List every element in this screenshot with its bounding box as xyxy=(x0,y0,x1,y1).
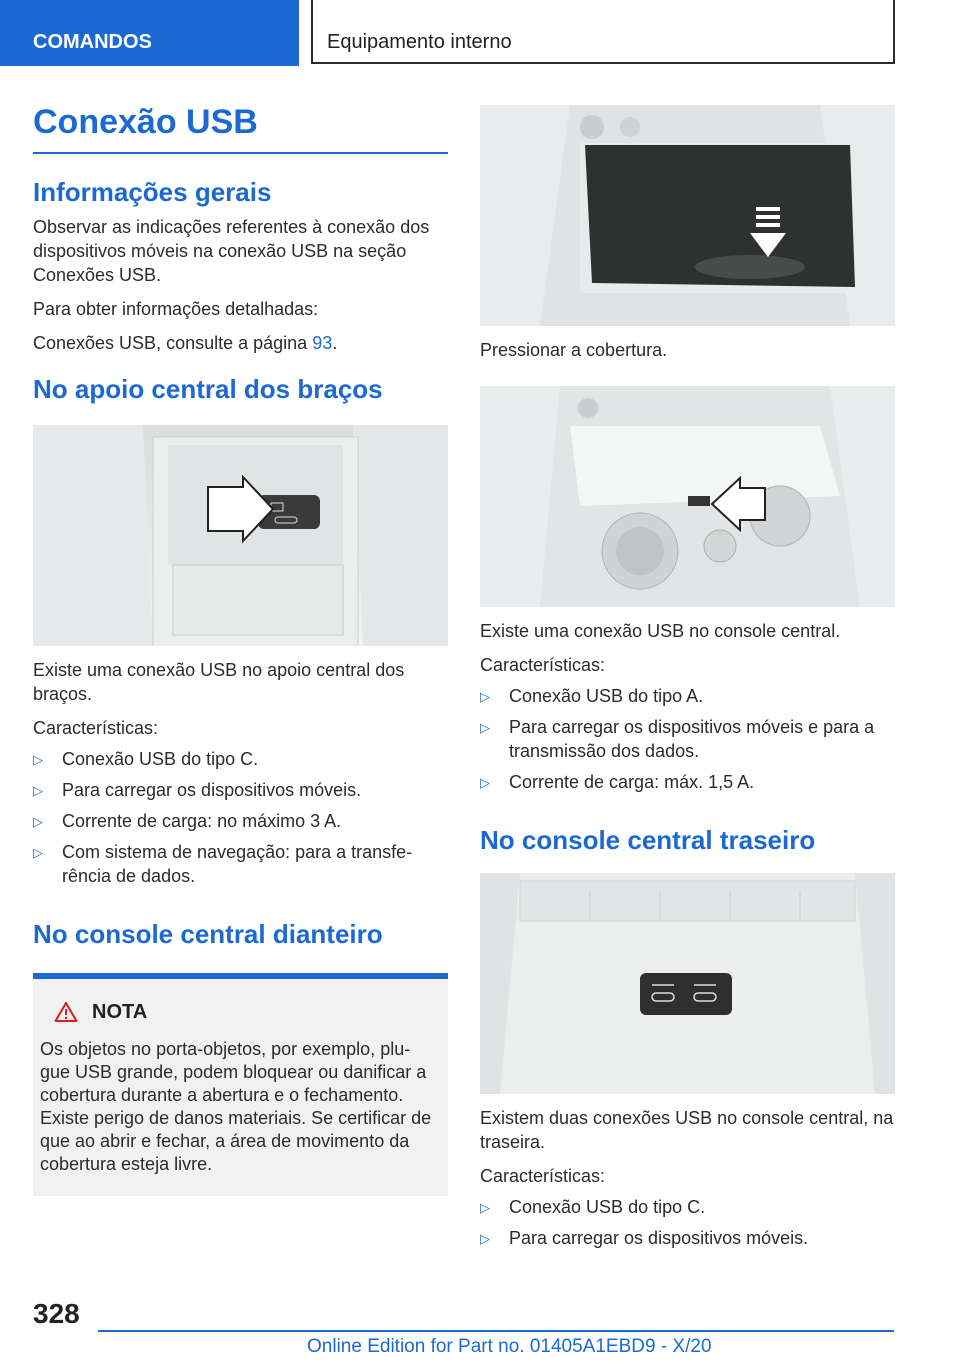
chapter-label: Equipamento interno xyxy=(327,31,512,53)
rear-console-paragraph: Existem duas conexões USB no console central, na traseira. xyxy=(480,1107,894,1152)
rear-console-heading: No console central traseiro xyxy=(480,825,816,855)
general-detail-label: Para obter informações detalhadas: xyxy=(33,298,319,319)
list-item-text: Conexão USB do tipo A. xyxy=(509,686,704,706)
front-features-label: Características: xyxy=(480,655,606,675)
bullet-triangle-icon: ▷ xyxy=(480,1199,490,1215)
armrest-paragraph: Existe uma conexão USB no apoio central dos braços. xyxy=(33,660,405,705)
list-item xyxy=(480,1195,895,1219)
note-box xyxy=(33,973,448,1196)
bullet-triangle-icon: ▷ xyxy=(33,783,43,799)
list-item-text: Para carregar os dispositivos móveis. xyxy=(62,780,362,801)
list-item-text: Para carregar os dispositivos móveis e para a transmissão dos dados. xyxy=(509,717,875,761)
list-item xyxy=(480,1226,895,1250)
list-item-text: Corrente de carga: máx. 1,5 A. xyxy=(509,772,755,792)
armrest-usb-photo xyxy=(33,425,448,646)
list-item-text: Conexão USB do tipo C. xyxy=(62,749,259,770)
reference-text: Conexões USB, consulte a página xyxy=(33,332,313,353)
note-text: Os objetos no porta-objetos, por exemplo, plu‐gue USB grande, podem bloquear ou danificar a cobertura durante a abertura e o fechamento. Existe perigo de danos materiais. Se certificar de que ao abrir e fechar, a área de movimento da cobertura esteja livre. xyxy=(40,1038,432,1174)
press-caption: Pressionar a cobertura. xyxy=(480,340,668,360)
bullet-triangle-icon: ▷ xyxy=(33,752,43,768)
bullet-triangle-icon: ▷ xyxy=(33,845,43,861)
list-item xyxy=(33,778,448,802)
bullet-triangle-icon: ▷ xyxy=(480,720,490,735)
bullet-triangle-icon: ▷ xyxy=(33,814,43,830)
list-item xyxy=(480,684,895,708)
list-item xyxy=(33,840,448,888)
list-item xyxy=(33,809,448,833)
rear-features-list xyxy=(480,1195,895,1250)
list-item xyxy=(480,770,895,794)
list-item-text: Conexão USB do tipo C. xyxy=(509,1196,706,1217)
footer-divider xyxy=(98,1330,894,1332)
armrest-heading: No apoio central dos braços xyxy=(33,373,383,404)
page-link[interactable]: 93 xyxy=(312,332,333,353)
bullet-triangle-icon: ▷ xyxy=(480,775,490,790)
list-item xyxy=(480,715,895,763)
note-title xyxy=(54,1001,438,1024)
rear-console-usb-photo xyxy=(480,873,895,1094)
rear-features-label: Características: xyxy=(480,1165,606,1186)
front-features-list xyxy=(480,684,895,794)
front-console-paragraph: Existe uma conexão USB no console central. xyxy=(480,621,841,641)
warning-icon xyxy=(54,1001,78,1023)
note-title-text: NOTA xyxy=(92,1000,148,1023)
bullet-triangle-icon: ▷ xyxy=(480,1230,490,1246)
page-number: 328 xyxy=(33,1298,80,1329)
list-item-text: Para carregar os dispositivos móveis. xyxy=(509,1227,809,1248)
front-console-heading: No console central dianteiro xyxy=(33,919,383,950)
page-title: Conexão USB xyxy=(33,100,448,154)
general-reference xyxy=(33,331,448,355)
section-label: COMANDOS xyxy=(33,31,152,53)
section-tab xyxy=(0,0,299,66)
list-item xyxy=(33,747,448,771)
front-console-usb-photo xyxy=(480,386,895,607)
reference-suffix: . xyxy=(332,332,338,353)
edition-footer: Online Edition for Part no. 01405A1EBD9 - X/20 xyxy=(307,1336,712,1357)
armrest-features-list xyxy=(33,747,448,888)
list-item-text: Com sistema de navegação: para a transfe‐rência de dados. xyxy=(62,842,413,887)
armrest-features-label: Características: xyxy=(33,718,159,739)
chapter-header xyxy=(311,0,895,64)
cover-press-photo xyxy=(480,105,895,326)
list-item-text: Corrente de carga: no máximo 3 A. xyxy=(62,811,342,832)
bullet-triangle-icon: ▷ xyxy=(480,689,490,704)
right-column xyxy=(480,105,895,1250)
left-column xyxy=(33,100,448,1196)
general-heading: Informações gerais xyxy=(33,177,272,208)
general-paragraph: Observar as indicações referentes à conexão dos dispositivos móveis na conexão USB na seção Conexões USB. xyxy=(33,216,430,285)
